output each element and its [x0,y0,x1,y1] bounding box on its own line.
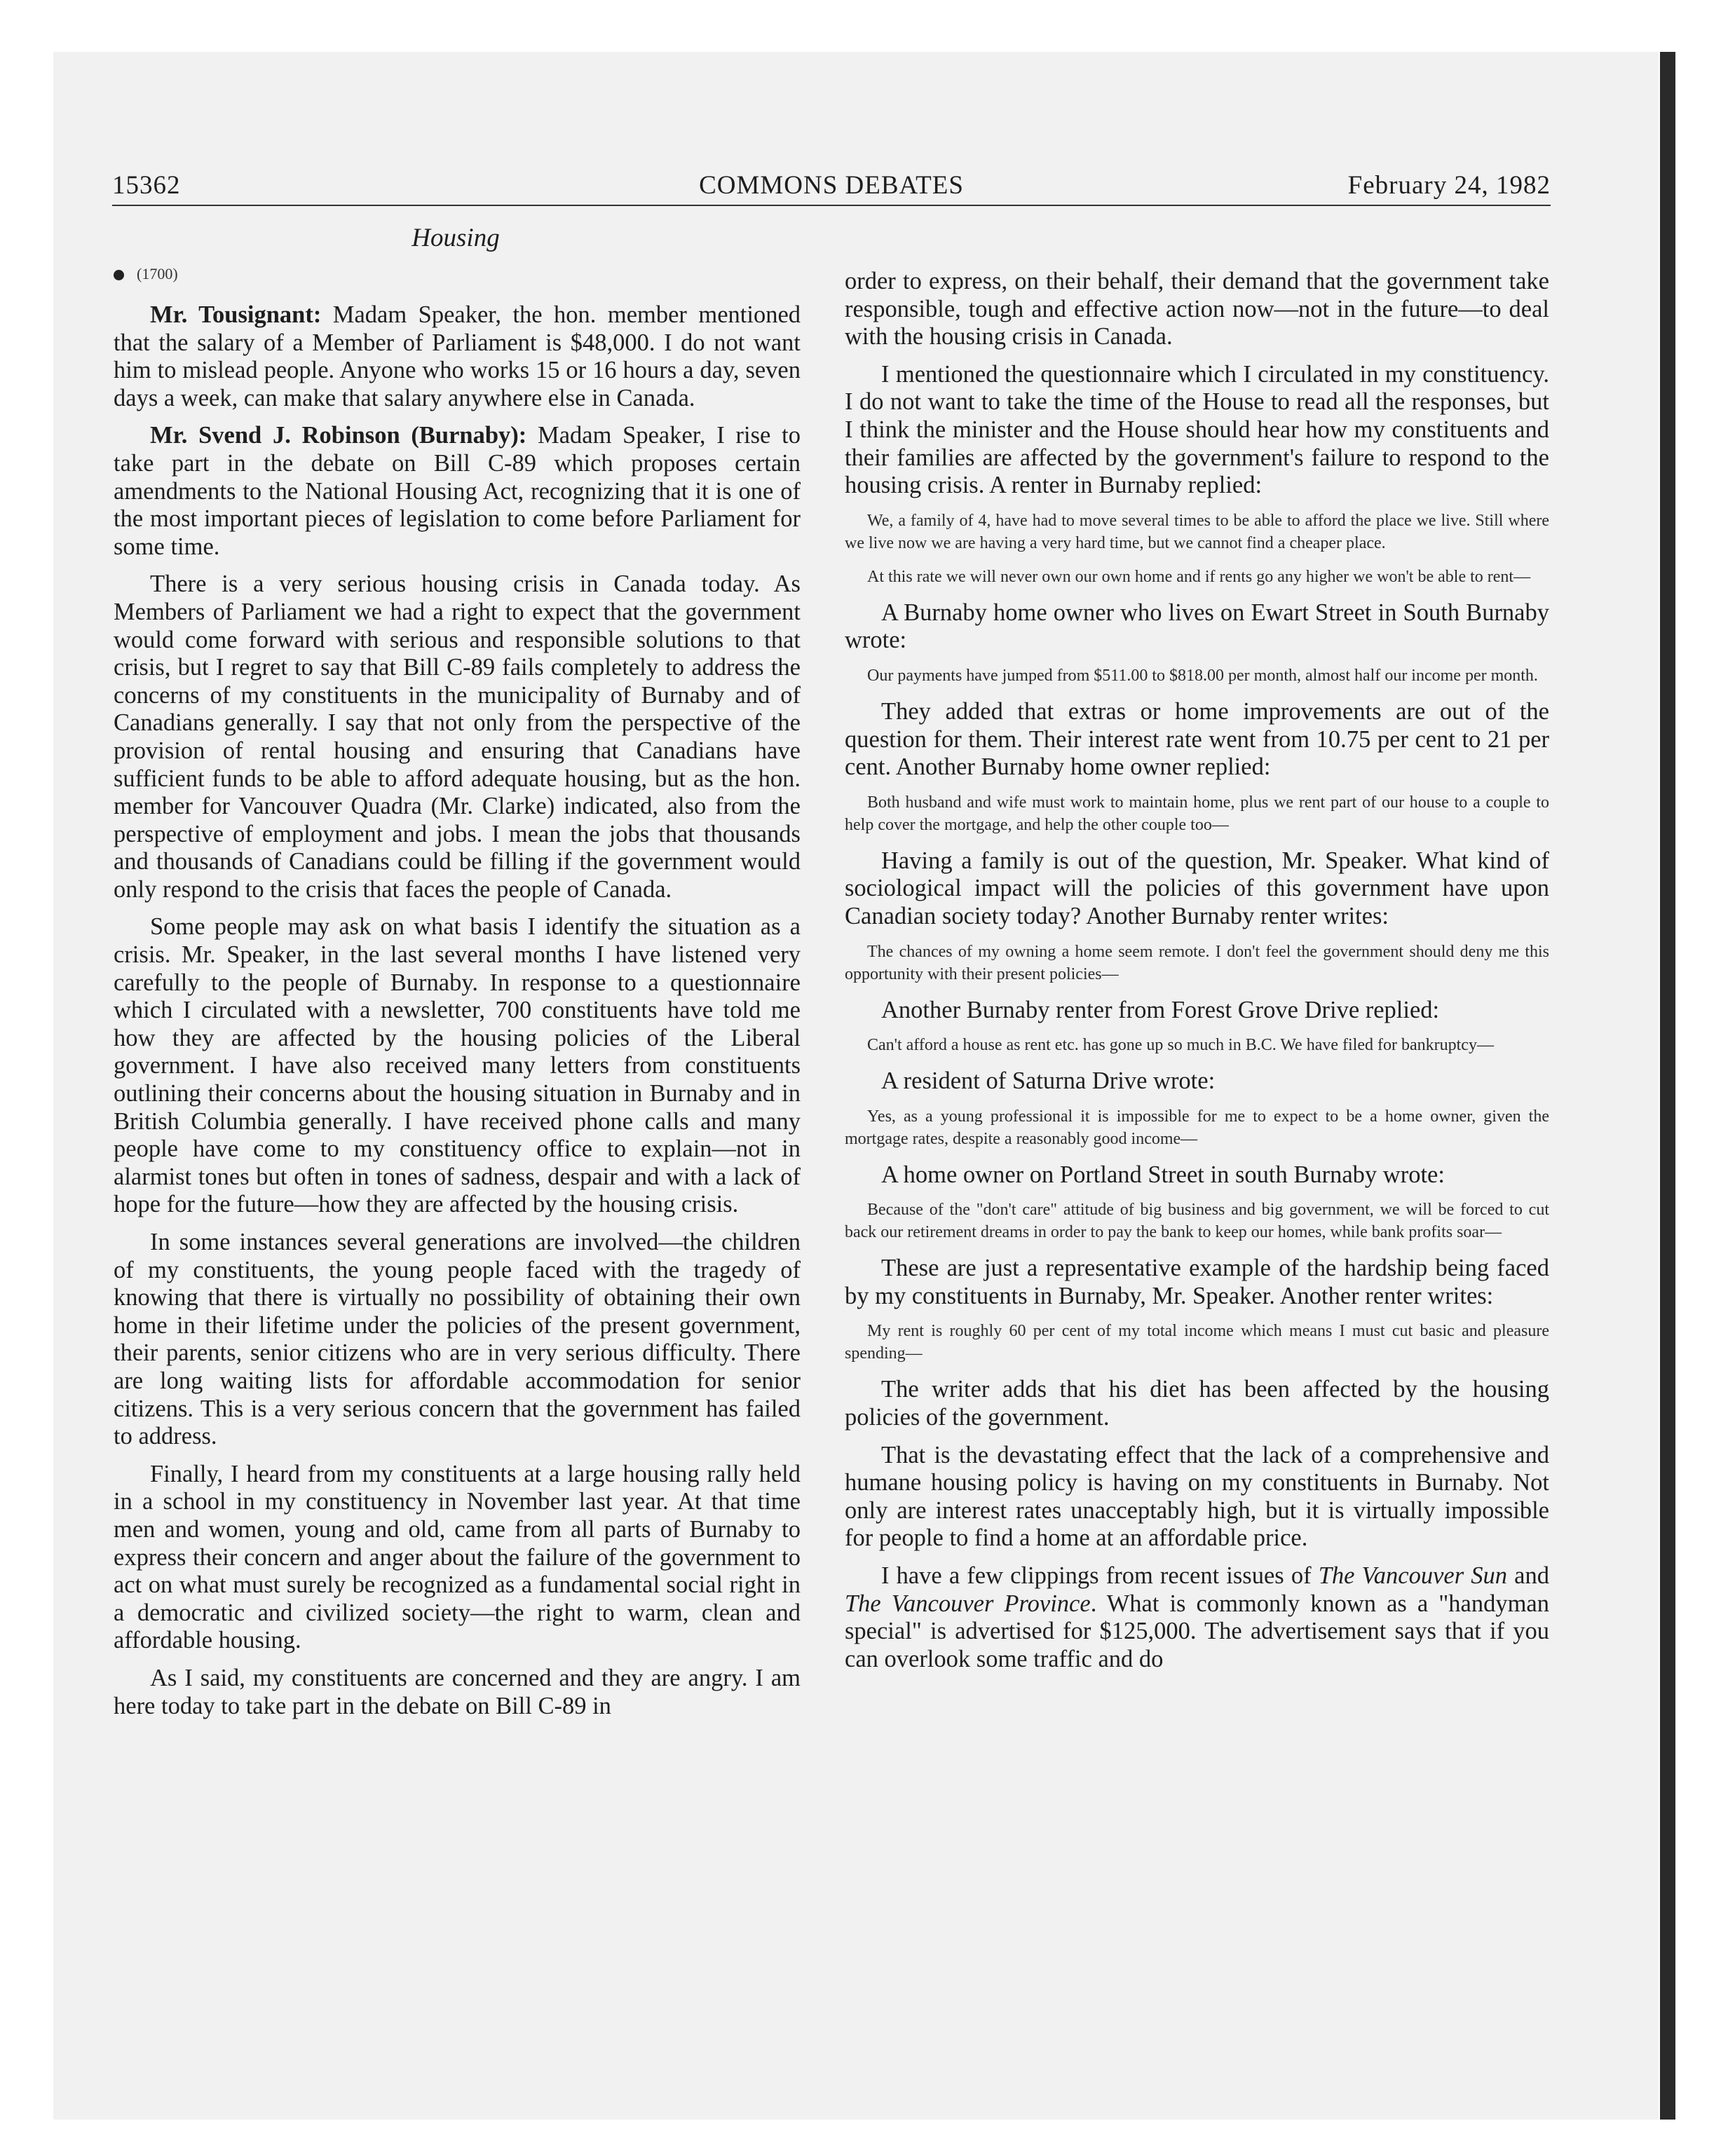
left-column [114,301,801,1730]
paragraph: These are just a representative example of the hardship being faced by my constituents in Burnaby, Mr. Speaker. Another renter writes: [845,1255,1549,1309]
page-edge-shadow [1660,52,1675,2120]
paragraph: A Burnaby home owner who lives on Ewart Street in South Burnaby wrote: [845,599,1549,654]
right-column [845,268,1549,1683]
bullet-icon [114,270,124,280]
publication-title: COMMONS DEBATES [699,171,964,200]
paragraph: In some instances several generations are involved—the children of my constituents, the young people faced with the tragedy of knowing that there is virtually no possibility of obtaining their own home in their lifetime under the policies of the present government, their parents, senior citizens who are in very serious difficulty. There are long waiting lists for affordable accommodation for senior citizens. This is a very serious concern that the government has failed to address. [114,1229,801,1450]
quotation: Because of the "don't care" attitude of big business and big government, we will be forced to cut back our retirement dreams in order to pay the bank to keep our homes, while bank profits soar— [845,1201,1549,1242]
paragraph: Mr. Tousignant: Madam Speaker, the hon. member mentioned that the salary of a Member of Parliament is $48,000. I do not want him to mislead people. Anyone who works 15 or 16 hours a day, seven days a week, can make that salary anywhere else in Canada. [114,301,801,411]
header-date: February 24, 1982 [1347,171,1551,200]
paragraph: order to express, on their behalf, their demand that the government take responsible, tough and effective action now—not in the future—to deal with the housing crisis in Canada. [845,268,1549,350]
paragraph: Some people may ask on what basis I identify the situation as a crisis. Mr. Speaker, in the last several months I have listened very carefully to the people of Burnaby. In response to a questionnaire which I circulated with a newsletter, 700 constituents have told me how they are affected by the housing policies of the Liberal government. I have also received many letters from constituents outlining their concerns about the housing situation in Burnaby and in British Columbia generally. I have received phone calls and many people have come to my constituency office to explain—not in alarmist tones but often in tones of sadness, despair and with a lack of hope for the future—how they are affected by the housing crisis. [114,913,801,1218]
speaker-name: Mr. Tousignant: [150,301,322,328]
section-title: Housing [411,224,500,252]
quotation: My rent is roughly 60 per cent of my total income which means I must cut basic and pleasure spending— [845,1322,1549,1363]
header-rule [112,205,1551,206]
newspaper-title: The Vancouver Sun [1318,1562,1508,1590]
quotation: Yes, as a young professional it is impossible for me to expect to be a home owner, given the mortgage rates, despite a reasonably good income— [845,1107,1549,1148]
page-number: 15362 [112,171,181,200]
quotation: Our payments have jumped from $511.00 to $818.00 per month, almost half our income per month. [867,666,1538,685]
paragraph: A resident of Saturna Drive wrote: [881,1067,1216,1095]
paragraph: Finally, I heard from my constituents at a large housing rally held in a school in my constituency in November last year. At that time men and women, young and old, came from all parts of Burnaby to express their concern and anger about the failure of the government to act on what must surely be recognized as a fundamental social right in a democratic and civilized society—the right to warm, clean and affordable housing. [114,1460,801,1654]
paragraph: Mr. Svend J. Robinson (Burnaby): Madam Speaker, I rise to take part in the debate on Bill C-89 which proposes certain amendments to the National Housing Act, recognizing that it is one of the most important pieces of legislation to come before Parliament for some time. [114,422,801,560]
quotation: At this rate we will never own our own home and if rents go any higher we won't be able to rent— [867,567,1531,586]
paragraph: Another Burnaby renter from Forest Grove Drive replied: [881,996,1440,1023]
running-header [112,170,1551,205]
newspaper-title: The Vancouver Province [845,1590,1091,1617]
paragraph: That is the devastating effect that the lack of a comprehensive and humane housing policy is having on my constituents in Burnaby. Not only are interest rates unacceptably high, but it is virtually impossible for people to find a home at an affordable price. [845,1441,1549,1552]
quotation: The chances of my owning a home seem remote. I don't feel the government should deny me this opportunity with their present policies— [845,942,1549,983]
paragraph: Having a family is out of the question, Mr. Speaker. What kind of sociological impact will the policies of this government have upon Canadian society today? Another Burnaby renter writes: [845,847,1549,929]
paragraph: I have a few clippings from recent issues of The Vancouver Sun and The Vancouver Province. What is commonly known as a "handyman special" is advertised for $125,000. The advertisement says that if you can overlook some traffic and do [845,1562,1549,1672]
speaker-name: Mr. Svend J. Robinson (Burnaby): [150,422,527,449]
paragraph: The writer adds that his diet has been affected by the housing policies of the government. [845,1376,1549,1431]
quotation: We, a family of 4, have had to move several times to be able to afford the place we live. Still where we live now we are having a very hard time, but we cannot find a cheaper place. [845,511,1549,552]
quotation: Both husband and wife must work to maintain home, plus we rent part of our house to a couple to help cover the mortgage, and help the other couple too— [845,793,1549,834]
paragraph: A home owner on Portland Street in south Burnaby wrote: [881,1161,1445,1188]
paragraph: They added that extras or home improvements are out of the question for them. Their interest rate went from 10.75 per cent to 21 per cent. Another Burnaby home owner replied: [845,697,1549,781]
paragraph: I mentioned the questionnaire which I circulated in my constituency. I do not want to take the time of the House to read all the responses, but I think the minister and the House should hear how my constituents and their families are affected by the government's failure to respond to the housing crisis. A renter in Burnaby replied: [845,360,1549,499]
quotation: Can't afford a house as rent etc. has gone up so much in B.C. We have filed for bankruptcy— [867,1036,1494,1055]
timestamp-text: (1700) [137,265,178,282]
paragraph: As I said, my constituents are concerned and they are angry. I am here today to take part in the debate on Bill C-89 in [114,1664,801,1719]
paragraph: There is a very serious housing crisis in Canada today. As Members of Parliament we had a right to expect that the government would come forward with serious and responsible solutions to that crisis, but I regret to say that Bill C-89 fails completely to address the concerns of my constituents in the municipality of Burnaby and of Canadians generally. I say that not only from the perspective of the provision of rental housing and ensuring that Canadians have sufficient funds to be able to afford adequate housing, but as the hon. member for Vancouver Quadra (Mr. Clarke) indicated, also from the perspective of employment and jobs. I mean the jobs that thousands and thousands of Canadians could be filling if the government would only respond to the crisis that faces the people of Canada. [114,571,801,903]
timestamp-marker [114,265,178,283]
